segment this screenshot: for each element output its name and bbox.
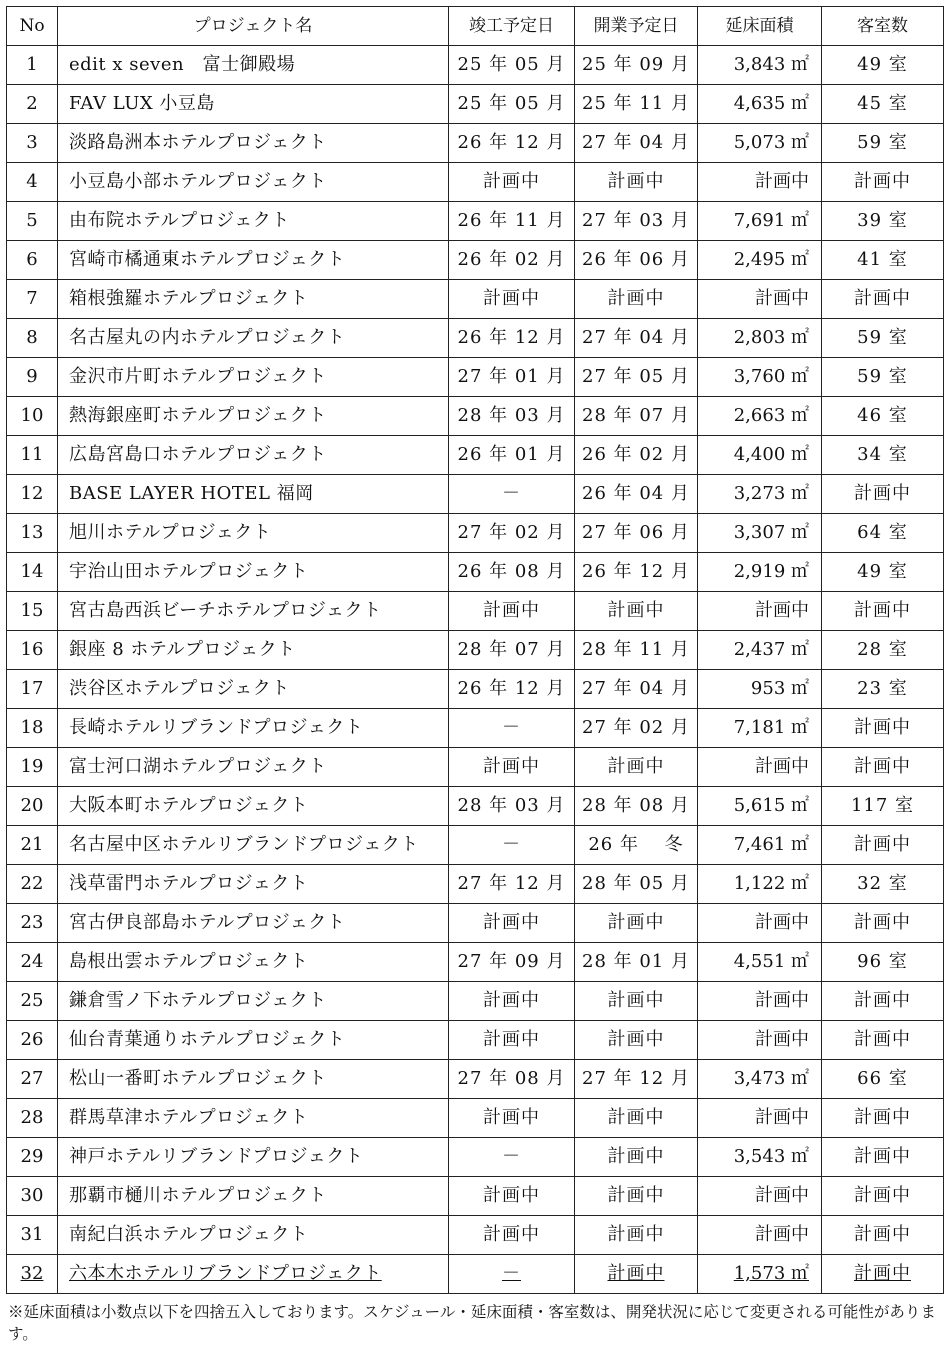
cell-completion-date: 26 年 08 月 <box>449 553 575 592</box>
table-row <box>7 709 944 748</box>
cell-completion-date: 計画中 <box>449 904 575 943</box>
cell-no: 19 <box>7 748 58 787</box>
cell-opening-date: 計画中 <box>575 1138 698 1177</box>
cell-project-name: 仙台青葉通りホテルプロジェクト <box>58 1021 449 1060</box>
cell-project-name: 銀座 8 ホテルプロジェクト <box>58 631 449 670</box>
cell-rooms: 49 室 <box>822 46 944 85</box>
cell-rooms: 59 室 <box>822 319 944 358</box>
table-row <box>7 670 944 709</box>
cell-opening-date: 26 年 04 月 <box>575 475 698 514</box>
hotel-project-table <box>6 6 944 1294</box>
cell-completion-date: － <box>449 1255 575 1294</box>
cell-project-name: 箱根強羅ホテルプロジェクト <box>58 280 449 319</box>
cell-project-name: BASE LAYER HOTEL 福岡 <box>58 475 449 514</box>
cell-floor-area: 計画中 <box>698 1099 822 1138</box>
header-project-name: プロジェクト名 <box>58 7 449 46</box>
table-row <box>7 553 944 592</box>
cell-project-name: 由布院ホテルプロジェクト <box>58 202 449 241</box>
cell-floor-area: 2,495 ㎡ <box>698 241 822 280</box>
cell-completion-date: 26 年 01 月 <box>449 436 575 475</box>
cell-opening-date: 27 年 04 月 <box>575 124 698 163</box>
cell-completion-date: 計画中 <box>449 748 575 787</box>
footnote: ※延床面積は小数点以下を四捨五入しております。スケジュール・延床面積・客室数は、開発状況に応じて変更される可能性があります。 <box>8 1303 936 1343</box>
header-rooms: 客室数 <box>822 7 944 46</box>
cell-floor-area: 計画中 <box>698 982 822 1021</box>
header-no: No <box>7 7 58 46</box>
cell-no: 21 <box>7 826 58 865</box>
cell-project-name: 富士河口湖ホテルプロジェクト <box>58 748 449 787</box>
cell-project-name: 名古屋丸の内ホテルプロジェクト <box>58 319 449 358</box>
cell-floor-area: 4,635 ㎡ <box>698 85 822 124</box>
cell-opening-date: 27 年 03 月 <box>575 202 698 241</box>
cell-opening-date: 25 年 11 月 <box>575 85 698 124</box>
cell-project-name: 旭川ホテルプロジェクト <box>58 514 449 553</box>
table-row <box>7 46 944 85</box>
cell-no: 24 <box>7 943 58 982</box>
cell-no: 27 <box>7 1060 58 1099</box>
cell-opening-date: 26 年 冬 <box>575 826 698 865</box>
table-row <box>7 592 944 631</box>
cell-completion-date: 計画中 <box>449 1099 575 1138</box>
cell-project-name: 宮崎市橘通東ホテルプロジェクト <box>58 241 449 280</box>
cell-completion-date: 26 年 11 月 <box>449 202 575 241</box>
cell-opening-date: 25 年 09 月 <box>575 46 698 85</box>
cell-opening-date: 計画中 <box>575 1177 698 1216</box>
cell-opening-date: 27 年 04 月 <box>575 670 698 709</box>
cell-no: 7 <box>7 280 58 319</box>
cell-no: 20 <box>7 787 58 826</box>
cell-opening-date: 26 年 02 月 <box>575 436 698 475</box>
cell-completion-date: 26 年 12 月 <box>449 319 575 358</box>
table-row <box>7 1255 944 1294</box>
cell-floor-area: 計画中 <box>698 592 822 631</box>
cell-no: 30 <box>7 1177 58 1216</box>
cell-opening-date: 28 年 01 月 <box>575 943 698 982</box>
cell-rooms: 96 室 <box>822 943 944 982</box>
cell-project-name: edit x seven 富士御殿場 <box>58 46 449 85</box>
cell-floor-area: 計画中 <box>698 748 822 787</box>
cell-no: 6 <box>7 241 58 280</box>
cell-floor-area: 計画中 <box>698 904 822 943</box>
cell-completion-date: 26 年 12 月 <box>449 124 575 163</box>
cell-opening-date: 計画中 <box>575 592 698 631</box>
cell-rooms: 計画中 <box>822 475 944 514</box>
cell-floor-area: 2,803 ㎡ <box>698 319 822 358</box>
cell-no: 15 <box>7 592 58 631</box>
cell-rooms: 計画中 <box>822 982 944 1021</box>
cell-rooms: 41 室 <box>822 241 944 280</box>
cell-project-name: 神戸ホテルリブランドプロジェクト <box>58 1138 449 1177</box>
cell-project-name: 長崎ホテルリブランドプロジェクト <box>58 709 449 748</box>
cell-no: 14 <box>7 553 58 592</box>
cell-no: 32 <box>7 1255 58 1294</box>
header-opening-date: 開業予定日 <box>575 7 698 46</box>
cell-floor-area: 7,461 ㎡ <box>698 826 822 865</box>
cell-floor-area: 5,073 ㎡ <box>698 124 822 163</box>
cell-project-name: 浅草雷門ホテルプロジェクト <box>58 865 449 904</box>
cell-floor-area: 計画中 <box>698 163 822 202</box>
cell-completion-date: 計画中 <box>449 592 575 631</box>
cell-completion-date: － <box>449 826 575 865</box>
cell-rooms: 計画中 <box>822 592 944 631</box>
table-row <box>7 436 944 475</box>
cell-floor-area: 7,181 ㎡ <box>698 709 822 748</box>
cell-rooms: 117 室 <box>822 787 944 826</box>
cell-project-name: 宮古伊良部島ホテルプロジェクト <box>58 904 449 943</box>
cell-opening-date: 計画中 <box>575 280 698 319</box>
table-row <box>7 85 944 124</box>
cell-opening-date: 計画中 <box>575 163 698 202</box>
cell-rooms: 計画中 <box>822 1255 944 1294</box>
table-row <box>7 904 944 943</box>
cell-floor-area: 3,843 ㎡ <box>698 46 822 85</box>
cell-no: 17 <box>7 670 58 709</box>
cell-floor-area: 3,273 ㎡ <box>698 475 822 514</box>
cell-floor-area: 計画中 <box>698 1177 822 1216</box>
cell-rooms: 計画中 <box>822 904 944 943</box>
cell-no: 1 <box>7 46 58 85</box>
cell-floor-area: 2,437 ㎡ <box>698 631 822 670</box>
cell-project-name: 南紀白浜ホテルプロジェクト <box>58 1216 449 1255</box>
table-row <box>7 358 944 397</box>
cell-no: 5 <box>7 202 58 241</box>
cell-no: 12 <box>7 475 58 514</box>
cell-opening-date: 計画中 <box>575 1021 698 1060</box>
table-row <box>7 1216 944 1255</box>
cell-completion-date: 計画中 <box>449 1216 575 1255</box>
cell-project-name: 島根出雲ホテルプロジェクト <box>58 943 449 982</box>
cell-no: 9 <box>7 358 58 397</box>
cell-project-name: 熱海銀座町ホテルプロジェクト <box>58 397 449 436</box>
cell-completion-date: 26 年 12 月 <box>449 670 575 709</box>
cell-opening-date: 27 年 04 月 <box>575 319 698 358</box>
cell-completion-date: 計画中 <box>449 163 575 202</box>
cell-no: 25 <box>7 982 58 1021</box>
table-row <box>7 631 944 670</box>
cell-rooms: 59 室 <box>822 124 944 163</box>
cell-project-name: 金沢市片町ホテルプロジェクト <box>58 358 449 397</box>
cell-rooms: 計画中 <box>822 826 944 865</box>
cell-project-name: 群馬草津ホテルプロジェクト <box>58 1099 449 1138</box>
cell-floor-area: 4,551 ㎡ <box>698 943 822 982</box>
cell-opening-date: 27 年 05 月 <box>575 358 698 397</box>
cell-project-name: 渋谷区ホテルプロジェクト <box>58 670 449 709</box>
cell-floor-area: 計画中 <box>698 280 822 319</box>
cell-floor-area: 2,919 ㎡ <box>698 553 822 592</box>
cell-completion-date: 25 年 05 月 <box>449 46 575 85</box>
cell-opening-date: 計画中 <box>575 1216 698 1255</box>
cell-floor-area: 1,122 ㎡ <box>698 865 822 904</box>
cell-rooms: 34 室 <box>822 436 944 475</box>
cell-project-name: 淡路島洲本ホテルプロジェクト <box>58 124 449 163</box>
cell-opening-date: 28 年 07 月 <box>575 397 698 436</box>
cell-completion-date: 28 年 03 月 <box>449 397 575 436</box>
table-row <box>7 865 944 904</box>
cell-opening-date: 計画中 <box>575 1099 698 1138</box>
table-row <box>7 514 944 553</box>
cell-project-name: 宇治山田ホテルプロジェクト <box>58 553 449 592</box>
cell-opening-date: 28 年 05 月 <box>575 865 698 904</box>
cell-opening-date: 26 年 12 月 <box>575 553 698 592</box>
cell-completion-date: 計画中 <box>449 982 575 1021</box>
cell-project-name: 小豆島小部ホテルプロジェクト <box>58 163 449 202</box>
cell-rooms: 計画中 <box>822 1216 944 1255</box>
cell-project-name: FAV LUX 小豆島 <box>58 85 449 124</box>
cell-completion-date: 28 年 07 月 <box>449 631 575 670</box>
cell-floor-area: 3,760 ㎡ <box>698 358 822 397</box>
cell-completion-date: － <box>449 709 575 748</box>
table-row <box>7 826 944 865</box>
cell-no: 18 <box>7 709 58 748</box>
cell-rooms: 66 室 <box>822 1060 944 1099</box>
cell-completion-date: 計画中 <box>449 1177 575 1216</box>
cell-no: 10 <box>7 397 58 436</box>
cell-completion-date: 28 年 03 月 <box>449 787 575 826</box>
cell-project-name: 名古屋中区ホテルリブランドプロジェクト <box>58 826 449 865</box>
table-row <box>7 748 944 787</box>
cell-rooms: 計画中 <box>822 1099 944 1138</box>
cell-no: 13 <box>7 514 58 553</box>
cell-project-name: 松山一番町ホテルプロジェクト <box>58 1060 449 1099</box>
cell-no: 23 <box>7 904 58 943</box>
cell-opening-date: 26 年 06 月 <box>575 241 698 280</box>
table-row <box>7 124 944 163</box>
cell-no: 31 <box>7 1216 58 1255</box>
cell-completion-date: 計画中 <box>449 1021 575 1060</box>
cell-rooms: 23 室 <box>822 670 944 709</box>
cell-rooms: 39 室 <box>822 202 944 241</box>
table-row <box>7 787 944 826</box>
cell-opening-date: 28 年 11 月 <box>575 631 698 670</box>
cell-floor-area: 3,543 ㎡ <box>698 1138 822 1177</box>
table-row <box>7 397 944 436</box>
cell-opening-date: 計画中 <box>575 982 698 1021</box>
cell-completion-date: 26 年 02 月 <box>449 241 575 280</box>
cell-opening-date: 27 年 06 月 <box>575 514 698 553</box>
cell-opening-date: 計画中 <box>575 748 698 787</box>
cell-completion-date: 27 年 08 月 <box>449 1060 575 1099</box>
table-row <box>7 280 944 319</box>
cell-project-name: 鎌倉雪ノ下ホテルプロジェクト <box>58 982 449 1021</box>
table-row <box>7 319 944 358</box>
cell-floor-area: 4,400 ㎡ <box>698 436 822 475</box>
cell-rooms: 計画中 <box>822 163 944 202</box>
cell-completion-date: － <box>449 475 575 514</box>
table-row <box>7 163 944 202</box>
table-row <box>7 202 944 241</box>
table-row <box>7 241 944 280</box>
cell-rooms: 計画中 <box>822 1021 944 1060</box>
table-row <box>7 943 944 982</box>
table-row <box>7 1099 944 1138</box>
cell-floor-area: 3,307 ㎡ <box>698 514 822 553</box>
cell-no: 29 <box>7 1138 58 1177</box>
cell-floor-area: 5,615 ㎡ <box>698 787 822 826</box>
cell-completion-date: 25 年 05 月 <box>449 85 575 124</box>
cell-rooms: 計画中 <box>822 709 944 748</box>
cell-opening-date: 27 年 02 月 <box>575 709 698 748</box>
cell-rooms: 32 室 <box>822 865 944 904</box>
cell-no: 26 <box>7 1021 58 1060</box>
cell-floor-area: 7,691 ㎡ <box>698 202 822 241</box>
header-floor-area: 延床面積 <box>698 7 822 46</box>
cell-completion-date: 27 年 09 月 <box>449 943 575 982</box>
cell-rooms: 計画中 <box>822 1177 944 1216</box>
cell-completion-date: 27 年 01 月 <box>449 358 575 397</box>
cell-no: 11 <box>7 436 58 475</box>
cell-no: 2 <box>7 85 58 124</box>
table-row <box>7 1177 944 1216</box>
cell-rooms: 28 室 <box>822 631 944 670</box>
cell-completion-date: 計画中 <box>449 280 575 319</box>
table-header-row <box>7 7 944 46</box>
cell-floor-area: 1,573 ㎡ <box>698 1255 822 1294</box>
cell-no: 3 <box>7 124 58 163</box>
cell-project-name: 六本木ホテルリブランドプロジェクト <box>58 1255 449 1294</box>
cell-rooms: 45 室 <box>822 85 944 124</box>
cell-project-name: 大阪本町ホテルプロジェクト <box>58 787 449 826</box>
table-row <box>7 1021 944 1060</box>
header-completion-date: 竣工予定日 <box>449 7 575 46</box>
cell-opening-date: 27 年 12 月 <box>575 1060 698 1099</box>
cell-rooms: 64 室 <box>822 514 944 553</box>
table-row <box>7 1060 944 1099</box>
cell-project-name: 那覇市樋川ホテルプロジェクト <box>58 1177 449 1216</box>
cell-completion-date: － <box>449 1138 575 1177</box>
cell-rooms: 49 室 <box>822 553 944 592</box>
cell-floor-area: 953 ㎡ <box>698 670 822 709</box>
cell-opening-date: 計画中 <box>575 1255 698 1294</box>
cell-floor-area: 2,663 ㎡ <box>698 397 822 436</box>
cell-rooms: 46 室 <box>822 397 944 436</box>
cell-no: 22 <box>7 865 58 904</box>
cell-floor-area: 計画中 <box>698 1216 822 1255</box>
table-body <box>7 46 944 1294</box>
cell-completion-date: 27 年 12 月 <box>449 865 575 904</box>
cell-project-name: 広島宮島口ホテルプロジェクト <box>58 436 449 475</box>
cell-no: 4 <box>7 163 58 202</box>
cell-rooms: 59 室 <box>822 358 944 397</box>
cell-opening-date: 28 年 08 月 <box>575 787 698 826</box>
cell-rooms: 計画中 <box>822 280 944 319</box>
cell-no: 28 <box>7 1099 58 1138</box>
cell-project-name: 宮古島西浜ビーチホテルプロジェクト <box>58 592 449 631</box>
table-row <box>7 982 944 1021</box>
cell-no: 8 <box>7 319 58 358</box>
table-row <box>7 1138 944 1177</box>
cell-opening-date: 計画中 <box>575 904 698 943</box>
project-table-container <box>6 6 943 1294</box>
table-row <box>7 475 944 514</box>
cell-floor-area: 計画中 <box>698 1021 822 1060</box>
cell-completion-date: 27 年 02 月 <box>449 514 575 553</box>
cell-rooms: 計画中 <box>822 748 944 787</box>
cell-no: 16 <box>7 631 58 670</box>
cell-rooms: 計画中 <box>822 1138 944 1177</box>
cell-floor-area: 3,473 ㎡ <box>698 1060 822 1099</box>
